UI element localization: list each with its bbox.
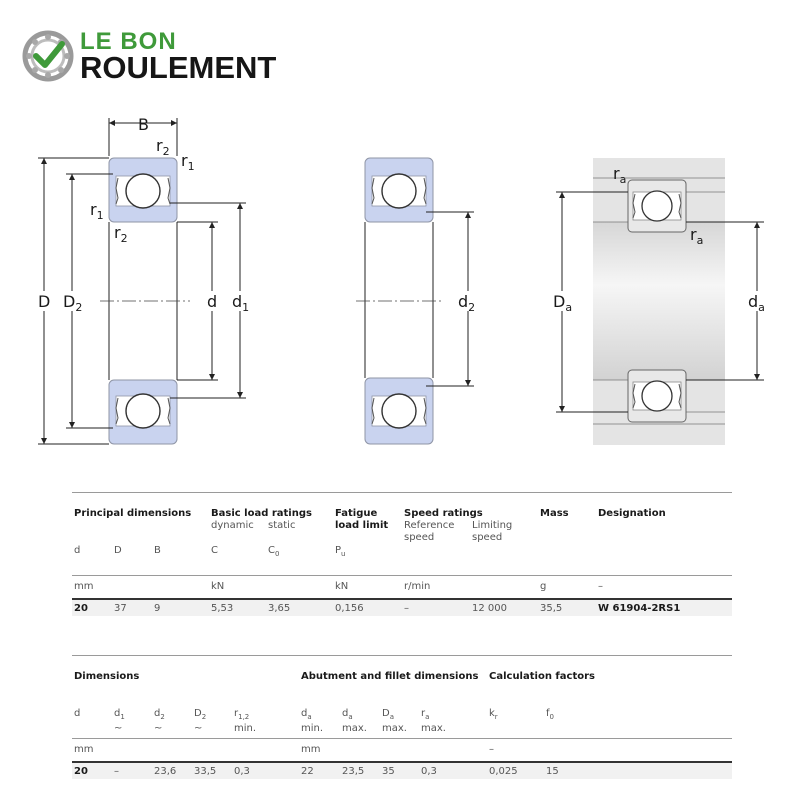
unit-mm-abutment: mm — [301, 744, 321, 755]
bearing-cross-section-left — [100, 158, 190, 444]
value-designation: W 61904-2RS1 — [598, 603, 681, 614]
label-r1-top: $r_1$ — [181, 151, 195, 173]
unit-dash: – — [489, 744, 494, 755]
symbol-d: d — [74, 708, 81, 719]
value-Pu: 0,156 — [335, 603, 364, 614]
header-limiting-speed: Limiting speed — [472, 520, 513, 543]
value-d: 20 — [74, 766, 88, 777]
label-r2-top: $r_2$ — [156, 136, 170, 158]
unit-kN: kN — [211, 581, 225, 592]
label-d: d — [207, 292, 218, 311]
label-d1: $d_1$ — [232, 292, 250, 314]
unit-dash: – — [598, 581, 603, 592]
symbol-C0: $C_0$ — [268, 545, 280, 558]
label-B: B — [138, 115, 149, 134]
label-ra-top: $r_a$ — [613, 164, 627, 186]
symbol-Pu: $P_u$ — [335, 545, 346, 558]
brand-logo — [22, 26, 302, 86]
value-B: 9 — [154, 603, 161, 614]
header-abutment-fillet: Abutment and fillet dimensions — [301, 671, 479, 682]
symbol-f0: $f_0$ — [546, 708, 554, 721]
symbol-D: D — [114, 545, 122, 556]
value-f0: 15 — [546, 766, 559, 777]
label-D: D — [38, 292, 51, 311]
symbol-d1: $d_1$ ~ — [114, 708, 125, 734]
header-speed-ratings: Speed ratings — [404, 508, 483, 519]
unit-kN-fatigue: kN — [335, 581, 349, 592]
symbol-da-min: $d_a$ min. — [301, 708, 324, 734]
logo-text-bottom: ROULEMENT — [80, 50, 277, 85]
symbol-Da-max: $D_a$ max. — [382, 708, 407, 734]
symbol-C: C — [211, 545, 218, 556]
unit-g: g — [540, 581, 547, 592]
symbol-da-max: $d_a$ max. — [342, 708, 367, 734]
value-D: 37 — [114, 603, 127, 614]
header-dimensions: Dimensions — [74, 671, 140, 682]
label-da: $d_a$ — [748, 292, 765, 314]
header-principal-dimensions: Principal dimensions — [74, 508, 192, 519]
symbol-r12: $r_{1,2}$ min. — [234, 708, 257, 734]
value-d: 20 — [74, 603, 88, 614]
header-dynamic: dynamic — [211, 520, 254, 531]
label-r1-left: $r_1$ — [90, 200, 104, 222]
label-D2: $D_2$ — [63, 292, 83, 314]
unit-mm: mm — [74, 581, 94, 592]
unit-mm: mm — [74, 744, 94, 755]
header-fatigue-load-limit: Fatigue load limit — [335, 508, 389, 531]
label-Da: $D_a$ — [553, 292, 573, 314]
value-d1: – — [114, 766, 119, 777]
value-Da-max: 35 — [382, 766, 395, 777]
symbol-ra-max: $r_a$ max. — [421, 708, 446, 734]
bearing-technical-drawing — [0, 100, 800, 470]
unit-rpm: r/min — [404, 581, 431, 592]
header-mass: Mass — [540, 508, 569, 519]
symbol-B: B — [154, 545, 161, 556]
value-C0: 3,65 — [268, 603, 291, 614]
value-D2: 33,5 — [194, 766, 217, 777]
value-da-min: 22 — [301, 766, 314, 777]
symbol-d2: $d_2$ ~ — [154, 708, 165, 734]
value-C: 5,53 — [211, 603, 234, 614]
header-reference-speed: Reference speed — [404, 520, 455, 543]
value-reference-speed: – — [404, 603, 409, 614]
value-ra-max: 0,3 — [421, 766, 437, 777]
label-ra-right: $r_a$ — [690, 225, 704, 247]
symbol-d: d — [74, 545, 81, 556]
value-kr: 0,025 — [489, 766, 518, 777]
bearing-check-logo-icon — [22, 30, 74, 82]
label-d2: $d_2$ — [458, 292, 476, 314]
bearing-mounting-view-right — [593, 158, 725, 445]
header-basic-load-ratings: Basic load ratings — [211, 508, 312, 519]
value-limiting-speed: 12 000 — [472, 603, 507, 614]
header-static: static — [268, 520, 296, 531]
logo-text-top: LE BON — [80, 28, 177, 55]
dimension-labels-middle — [457, 291, 481, 314]
value-d2: 23,6 — [154, 766, 177, 777]
bearing-cross-section-middle — [356, 158, 444, 444]
header-calculation-factors: Calculation factors — [489, 671, 595, 682]
value-mass: 35,5 — [540, 603, 563, 614]
symbol-D2: $D_2$ ~ — [194, 708, 207, 734]
value-r12: 0,3 — [234, 766, 250, 777]
label-r2-left: $r_2$ — [114, 223, 128, 245]
value-da-max: 23,5 — [342, 766, 365, 777]
header-designation: Designation — [598, 508, 666, 519]
symbol-kr: $k_r$ — [489, 708, 498, 721]
